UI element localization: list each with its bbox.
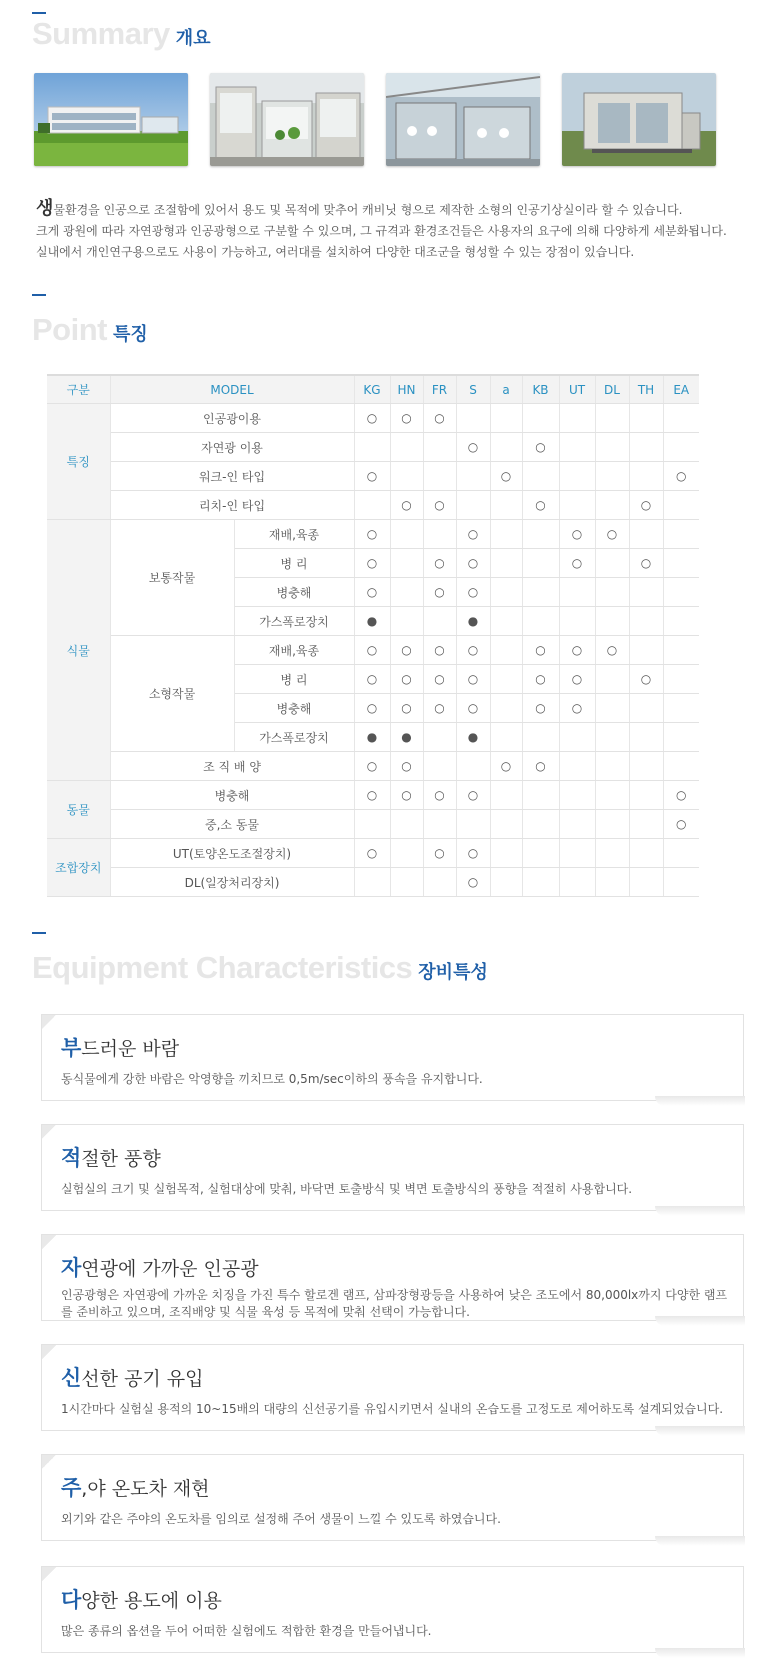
mark-cell [629, 868, 663, 897]
card-title-rest: ,야 온도차 재현 [81, 1478, 210, 1500]
mark-cell [629, 433, 663, 462]
card-title-initial: 적 [61, 1146, 82, 1170]
card-title-initial: 부 [61, 1036, 82, 1060]
mark-cell: ○ [423, 839, 456, 868]
feature-card [41, 1014, 744, 1101]
mark-cell: ○ [456, 839, 490, 868]
card-page-curl [655, 1426, 745, 1436]
header-model-ea: EA [663, 375, 699, 404]
cabinet-photo [562, 73, 716, 166]
subgroup-cell: 소형작물 [110, 636, 234, 752]
mark-cell: ○ [490, 462, 522, 491]
row-label-cell: 재배,육종 [234, 520, 354, 549]
mark-cell: ○ [559, 549, 595, 578]
mark-cell: ○ [390, 694, 423, 723]
mark-cell [663, 578, 699, 607]
mark-cell [423, 810, 456, 839]
card-page-curl [655, 1096, 745, 1106]
header-category: 구분 [47, 375, 110, 404]
table-row [47, 462, 699, 491]
mark-cell [522, 462, 559, 491]
mark-cell [490, 404, 522, 433]
mark-cell: ○ [423, 781, 456, 810]
mark-cell [663, 404, 699, 433]
mark-cell [595, 694, 629, 723]
table-row [47, 404, 699, 433]
mark-cell: ○ [354, 781, 390, 810]
mark-cell [354, 868, 390, 897]
mark-cell [629, 404, 663, 433]
row-label-cell: 자연광 이용 [110, 433, 354, 462]
mark-cell: ○ [423, 694, 456, 723]
mark-cell [490, 839, 522, 868]
mark-cell [595, 433, 629, 462]
mark-cell [663, 839, 699, 868]
mark-cell [490, 868, 522, 897]
point-heading [32, 312, 148, 348]
header-model-a: a [490, 375, 522, 404]
mark-cell: ○ [354, 665, 390, 694]
mark-cell: ○ [456, 433, 490, 462]
category-cell: 특징 [47, 404, 110, 520]
category-cell: 동물 [47, 781, 110, 839]
mark-cell [663, 607, 699, 636]
mark-cell: ○ [390, 491, 423, 520]
table-header-row [47, 375, 699, 404]
card-title [61, 1252, 259, 1282]
mark-cell [522, 839, 559, 868]
card-title [61, 1362, 204, 1392]
mark-cell: ○ [629, 665, 663, 694]
chamber-photo-1 [210, 73, 364, 166]
mark-cell [522, 868, 559, 897]
mark-cell: ○ [595, 636, 629, 665]
header-model-fr: FR [423, 375, 456, 404]
equipment-heading [32, 950, 488, 986]
building-photo [34, 73, 188, 166]
mark-cell [595, 607, 629, 636]
row-label-cell: DL(일장처리장치) [110, 868, 354, 897]
mark-cell: ○ [354, 578, 390, 607]
header-model-dl: DL [595, 375, 629, 404]
card-page-curl [655, 1648, 745, 1658]
row-label-cell: 병 리 [234, 549, 354, 578]
summary-title-ko: 개요 [175, 28, 211, 49]
card-title [61, 1472, 210, 1502]
mark-cell [663, 549, 699, 578]
mark-cell [629, 752, 663, 781]
mark-cell: ○ [559, 665, 595, 694]
mark-cell: ○ [456, 578, 490, 607]
mark-cell [456, 404, 490, 433]
mark-cell: ○ [456, 520, 490, 549]
mark-cell [559, 839, 595, 868]
point-title-en: Point [32, 312, 107, 347]
mark-cell [629, 578, 663, 607]
heading-accent-bar [32, 294, 46, 296]
mark-cell [490, 433, 522, 462]
mark-cell: ○ [522, 665, 559, 694]
header-model: MODEL [110, 375, 354, 404]
mark-cell [595, 665, 629, 694]
card-description: 외기와 같은 주야의 온도차를 임의로 설정해 주어 생물이 느낄 수 있도록 하였습니다. [61, 1512, 501, 1526]
mark-cell [595, 752, 629, 781]
mark-cell [559, 578, 595, 607]
card-title [61, 1032, 179, 1062]
mark-cell: ○ [423, 491, 456, 520]
mark-cell [663, 665, 699, 694]
header-model-hn: HN [390, 375, 423, 404]
summary-line-3: 실내에서 개인연구용으로도 사용이 가능하고, 여러대를 설치하여 다양한 대조군을 형성할 수 있는 장점이 있습니다. [36, 245, 635, 259]
mark-cell [595, 549, 629, 578]
mark-cell [456, 810, 490, 839]
mark-cell [456, 462, 490, 491]
feature-card [41, 1234, 744, 1321]
table-row [47, 868, 699, 897]
mark-cell: ● [354, 607, 390, 636]
mark-cell [354, 491, 390, 520]
mark-cell [390, 462, 423, 491]
header-model-kb: KB [522, 375, 559, 404]
mark-cell [390, 810, 423, 839]
mark-cell: ○ [522, 752, 559, 781]
mark-cell [629, 694, 663, 723]
mark-cell [423, 752, 456, 781]
mark-cell: ○ [663, 810, 699, 839]
card-title-rest: 선한 공기 유입 [81, 1368, 204, 1390]
mark-cell: ○ [423, 549, 456, 578]
mark-cell [390, 868, 423, 897]
mark-cell: ○ [390, 752, 423, 781]
card-page-curl [655, 1316, 745, 1326]
mark-cell [423, 462, 456, 491]
card-title-initial: 주 [61, 1476, 82, 1500]
card-description: 1시간마다 실험실 용적의 10~15배의 대량의 신선공기를 유입시키면서 실내의 온습도를 고정도로 제어하도록 설계되었습니다. [61, 1402, 724, 1416]
mark-cell [490, 723, 522, 752]
mark-cell: ○ [354, 404, 390, 433]
mark-cell [559, 607, 595, 636]
card-title-rest: 드러운 바람 [81, 1038, 180, 1060]
mark-cell [522, 578, 559, 607]
card-description: 동식물에게 강한 바람은 악영향을 끼치므로 0,5m/sec이하의 풍속을 유지합니다. [61, 1072, 483, 1086]
mark-cell [559, 781, 595, 810]
mark-cell [490, 781, 522, 810]
mark-cell: ○ [595, 520, 629, 549]
mark-cell [456, 491, 490, 520]
table-row [47, 520, 699, 549]
row-label-cell: 워크-인 타입 [110, 462, 354, 491]
mark-cell [390, 578, 423, 607]
heading-accent-bar [32, 932, 46, 934]
summary-description [36, 198, 756, 263]
row-label-cell: 병충해 [234, 694, 354, 723]
mark-cell [663, 723, 699, 752]
card-description: 인공광형은 자연광에 가까운 치징을 가진 특수 할로겐 램프, 삼파장형광등을 사용하여 낮은 조도에서 80,000lx까지 다양한 램프를 준비하고 있으며, 조직배양 및 식물 육성 등 목적에 맞춰 선택이 가능합니다. [61, 1288, 728, 1319]
mark-cell [490, 665, 522, 694]
row-label-cell: 조 직 배 양 [110, 752, 354, 781]
card-page-curl [655, 1536, 745, 1546]
mark-cell: ○ [629, 491, 663, 520]
card-title-initial: 신 [61, 1366, 82, 1390]
mark-cell [423, 868, 456, 897]
mark-cell [595, 462, 629, 491]
table-row [47, 810, 699, 839]
mark-cell [423, 607, 456, 636]
mark-cell [423, 433, 456, 462]
subgroup-cell: 보통작물 [110, 520, 234, 636]
header-model-th: TH [629, 375, 663, 404]
mark-cell [559, 868, 595, 897]
mark-cell: ○ [490, 752, 522, 781]
mark-cell: ○ [354, 549, 390, 578]
mark-cell [595, 781, 629, 810]
mark-cell [423, 723, 456, 752]
mark-cell [559, 462, 595, 491]
mark-cell [559, 723, 595, 752]
category-cell: 식물 [47, 520, 110, 781]
summary-line-1-text: 물환경을 인공으로 조절함에 있어서 용도 및 목적에 맞추어 캐비닛 형으로 제작한 소형의 인공기상실이라 할 수 있습니다. [53, 203, 683, 217]
category-cell: 조합장치 [47, 839, 110, 897]
mark-cell [522, 520, 559, 549]
mark-cell [390, 549, 423, 578]
mark-cell: ○ [354, 752, 390, 781]
mark-cell [423, 520, 456, 549]
mark-cell [663, 752, 699, 781]
mark-cell: ○ [456, 781, 490, 810]
mark-cell: ○ [456, 636, 490, 665]
mark-cell [490, 607, 522, 636]
mark-cell [559, 752, 595, 781]
mark-cell: ○ [559, 636, 595, 665]
card-title-initial: 다 [61, 1588, 82, 1612]
mark-cell: ○ [354, 520, 390, 549]
row-label-cell: UT(토양온도조절장치) [110, 839, 354, 868]
table-row [47, 781, 699, 810]
feature-card [41, 1124, 744, 1211]
mark-cell: ○ [390, 665, 423, 694]
card-title [61, 1584, 222, 1614]
mark-cell: ○ [522, 636, 559, 665]
mark-cell: ○ [423, 578, 456, 607]
card-title [61, 1142, 161, 1172]
mark-cell [522, 549, 559, 578]
mark-cell [663, 520, 699, 549]
mark-cell: ○ [559, 520, 595, 549]
row-label-cell: 중,소 동물 [110, 810, 354, 839]
mark-cell [595, 723, 629, 752]
mark-cell [559, 491, 595, 520]
mark-cell [629, 462, 663, 491]
mark-cell [629, 781, 663, 810]
mark-cell [490, 520, 522, 549]
card-page-curl [655, 1206, 745, 1216]
mark-cell [629, 723, 663, 752]
card-description: 실험실의 크기 및 실험목적, 실험대상에 맞춰, 바닥면 토출방식 및 벽면 토출방식의 풍향을 적절히 사용합니다. [61, 1182, 633, 1196]
mark-cell [595, 578, 629, 607]
card-description: 많은 종류의 옵션을 두어 어떠한 실험에도 적합한 환경을 만들어냅니다. [61, 1624, 432, 1638]
chamber-photo-2 [386, 73, 540, 166]
mark-cell: ○ [522, 694, 559, 723]
mark-cell [390, 839, 423, 868]
mark-cell [390, 520, 423, 549]
mark-cell [522, 404, 559, 433]
row-label-cell: 병충해 [110, 781, 354, 810]
mark-cell [390, 433, 423, 462]
mark-cell [490, 636, 522, 665]
summary-heading [32, 16, 211, 52]
card-title-rest: 연광에 가까운 인공광 [81, 1258, 259, 1280]
mark-cell: ○ [522, 491, 559, 520]
card-title-rest: 절한 풍향 [81, 1148, 161, 1170]
mark-cell [663, 636, 699, 665]
mark-cell: ○ [456, 694, 490, 723]
summary-drop-cap: 생 [36, 198, 54, 219]
feature-card [41, 1344, 744, 1431]
equipment-title-ko: 장비특성 [418, 962, 488, 983]
mark-cell [490, 549, 522, 578]
header-model-s: S [456, 375, 490, 404]
mark-cell [490, 578, 522, 607]
mark-cell [490, 810, 522, 839]
equipment-title-en: Equipment Characteristics [32, 950, 413, 985]
row-label-cell: 리치-인 타입 [110, 491, 354, 520]
card-title-rest: 양한 용도에 이용 [81, 1590, 222, 1612]
feature-card [41, 1566, 744, 1653]
mark-cell [595, 839, 629, 868]
mark-cell [663, 491, 699, 520]
mark-cell [663, 694, 699, 723]
summary-line-1 [36, 198, 756, 221]
mark-cell: ○ [390, 636, 423, 665]
header-model-ut: UT [559, 375, 595, 404]
mark-cell [522, 781, 559, 810]
mark-cell [595, 868, 629, 897]
mark-cell [490, 694, 522, 723]
mark-cell: ○ [354, 462, 390, 491]
mark-cell: ○ [423, 636, 456, 665]
mark-cell [522, 607, 559, 636]
mark-cell: ○ [663, 462, 699, 491]
summary-title-en: Summary [32, 16, 170, 51]
mark-cell [629, 607, 663, 636]
mark-cell [663, 868, 699, 897]
mark-cell [595, 404, 629, 433]
table-row [47, 433, 699, 462]
row-label-cell: 재배,육종 [234, 636, 354, 665]
table-row [47, 839, 699, 868]
mark-cell [456, 752, 490, 781]
mark-cell [629, 810, 663, 839]
mark-cell [522, 723, 559, 752]
row-label-cell: 병충해 [234, 578, 354, 607]
mark-cell [490, 491, 522, 520]
table-row [47, 752, 699, 781]
mark-cell: ● [390, 723, 423, 752]
mark-cell: ○ [390, 781, 423, 810]
mark-cell: ○ [456, 665, 490, 694]
feature-card [41, 1454, 744, 1541]
mark-cell [559, 810, 595, 839]
card-title-initial: 자 [61, 1256, 82, 1280]
mark-cell [522, 810, 559, 839]
mark-cell: ○ [390, 404, 423, 433]
feature-table [47, 374, 699, 897]
table-row [47, 636, 699, 665]
mark-cell: ○ [423, 665, 456, 694]
table-row [47, 491, 699, 520]
mark-cell: ○ [456, 549, 490, 578]
mark-cell [663, 433, 699, 462]
heading-accent-bar [32, 12, 46, 14]
mark-cell [595, 491, 629, 520]
mark-cell: ○ [629, 549, 663, 578]
mark-cell: ○ [354, 694, 390, 723]
mark-cell [559, 433, 595, 462]
mark-cell: ● [456, 723, 490, 752]
mark-cell: ○ [354, 839, 390, 868]
mark-cell: ○ [559, 694, 595, 723]
mark-cell [559, 404, 595, 433]
mark-cell: ● [354, 723, 390, 752]
point-title-ko: 특징 [113, 324, 148, 345]
mark-cell [595, 810, 629, 839]
summary-line-2: 크게 광원에 따라 자연광형과 인공광형으로 구분할 수 있으며, 그 규격과 환경조건들은 사용자의 요구에 의해 다양하게 세분화됩니다. [36, 224, 727, 238]
mark-cell [354, 433, 390, 462]
row-label-cell: 병 리 [234, 665, 354, 694]
mark-cell: ● [456, 607, 490, 636]
row-label-cell: 가스폭로장치 [234, 723, 354, 752]
mark-cell [354, 810, 390, 839]
mark-cell [629, 520, 663, 549]
mark-cell [390, 607, 423, 636]
mark-cell: ○ [456, 868, 490, 897]
mark-cell: ○ [663, 781, 699, 810]
row-label-cell: 가스폭로장치 [234, 607, 354, 636]
header-model-kg: KG [354, 375, 390, 404]
mark-cell [629, 636, 663, 665]
mark-cell: ○ [423, 404, 456, 433]
row-label-cell: 인공광이용 [110, 404, 354, 433]
mark-cell: ○ [522, 433, 559, 462]
mark-cell: ○ [354, 636, 390, 665]
mark-cell [629, 839, 663, 868]
